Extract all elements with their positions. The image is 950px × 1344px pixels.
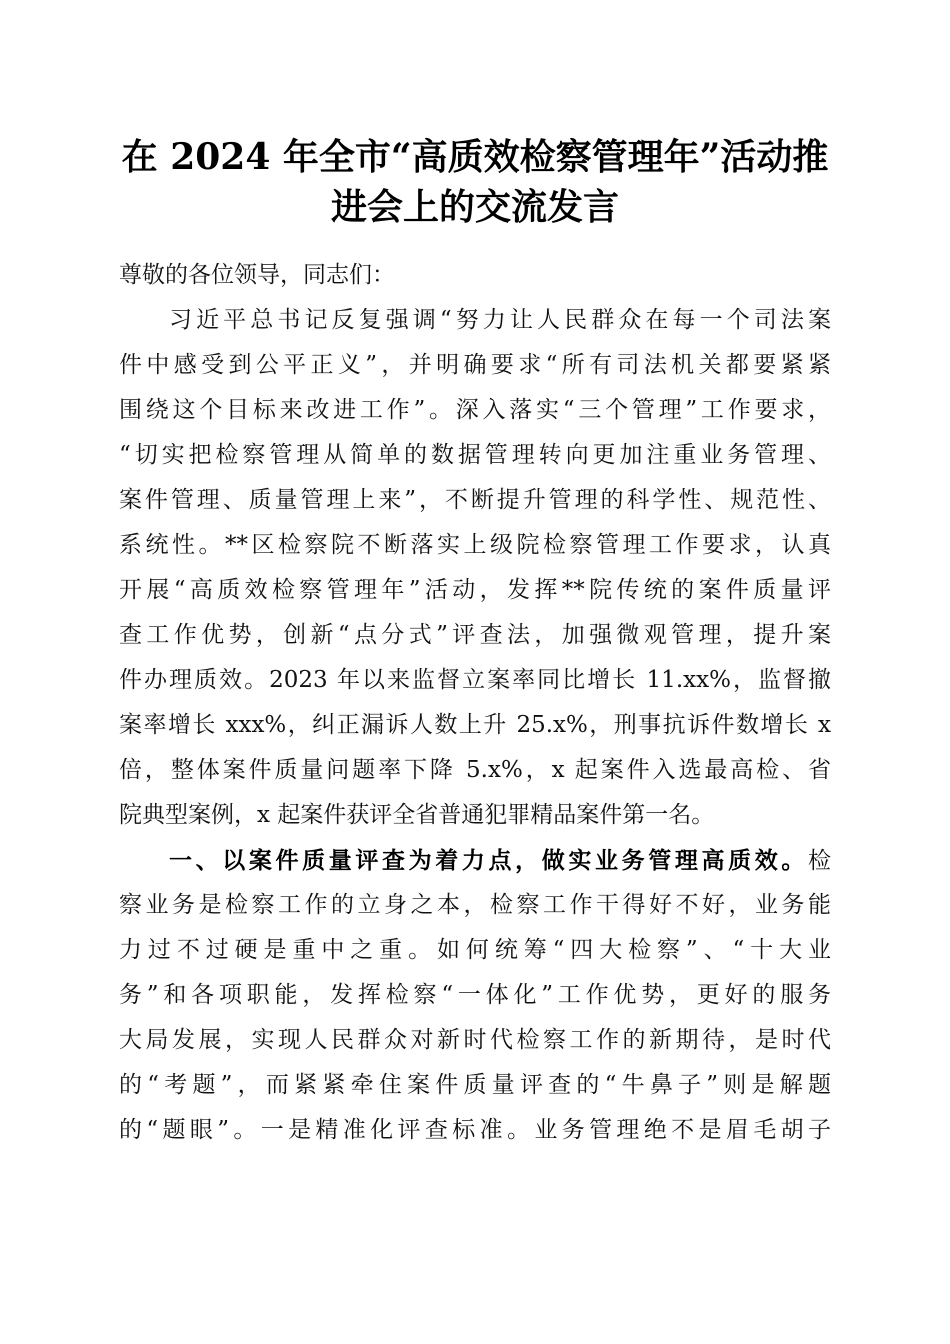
heading-tail-text: 检 xyxy=(808,848,831,874)
paragraph-line: 件中感受到公平正义”，并明确要求“所有司法机关都要紧紧 xyxy=(119,352,831,378)
paragraph-line: 的“题眼”。一是精准化评查标准。业务管理绝不是眉毛胡子 xyxy=(119,1117,831,1143)
document-body xyxy=(119,253,831,1153)
document-title xyxy=(100,132,850,232)
paragraph-line: “切实把检察管理从简单的数据管理转向更加注重业务管理、 xyxy=(119,442,831,468)
title-line: 进会上的交流发言 xyxy=(330,186,619,228)
paragraph-line: 案件管理、质量管理上来”，不断提升管理的科学性、规范性、 xyxy=(119,487,831,513)
paragraph-line: 倍，整体案件质量问题率下降 5.x%，x 起案件入选最高检、省 xyxy=(119,757,831,783)
paragraph-line: 围绕这个目标来改进工作”。深入落实“三个管理”工作要求， xyxy=(119,397,831,423)
paragraph-line: 件办理质效。2023 年以来监督立案率同比增长 11.xx%，监督撤 xyxy=(119,667,831,693)
section-heading: 一、以案件质量评查为着力点，做实业务管理高质效。 xyxy=(169,847,808,874)
title-line: 在 2024 年全市“高质效检察管理年”活动推 xyxy=(121,136,829,178)
paragraph-line: 开展“高质效检察管理年”活动，发挥**院传统的案件质量评 xyxy=(119,577,831,603)
paragraph-line: 案率增长 xxx%，纠正漏诉人数上升 25.x%，刑事抗诉件数增长 x xyxy=(119,712,831,738)
paragraph-line: 的“考题”，而紧紧牵住案件质量评查的“牛鼻子”则是解题 xyxy=(119,1072,831,1098)
paragraph-line xyxy=(119,838,831,883)
paragraph-intro xyxy=(119,298,831,838)
paragraph-line: 院典型案例，x 起案件获评全省普通犯罪精品案件第一名。 xyxy=(119,802,715,828)
paragraph-line: 察业务是检察工作的立身之本，检察工作干得好不好，业务能 xyxy=(119,892,831,918)
paragraph-line: 系统性。**区检察院不断落实上级院检察管理工作要求，认真 xyxy=(119,532,831,558)
paragraph-line: 习近平总书记反复强调“努力让人民群众在每一个司法案 xyxy=(169,307,831,333)
paragraph-line: 查工作优势，创新“点分式”评查法，加强微观管理，提升案 xyxy=(119,622,831,648)
paragraph-line: 大局发展，实现人民群众对新时代检察工作的新期待，是时代 xyxy=(119,1027,831,1053)
salutation: 尊敬的各位领导，同志们： xyxy=(119,262,395,288)
paragraph-line: 力过不过硬是重中之重。如何统筹“四大检察”、“十大业 xyxy=(119,937,831,963)
paragraph-line: 务”和各项职能，发挥检察“一体化”工作优势，更好的服务 xyxy=(119,982,831,1008)
paragraph-section-one xyxy=(119,838,831,1153)
